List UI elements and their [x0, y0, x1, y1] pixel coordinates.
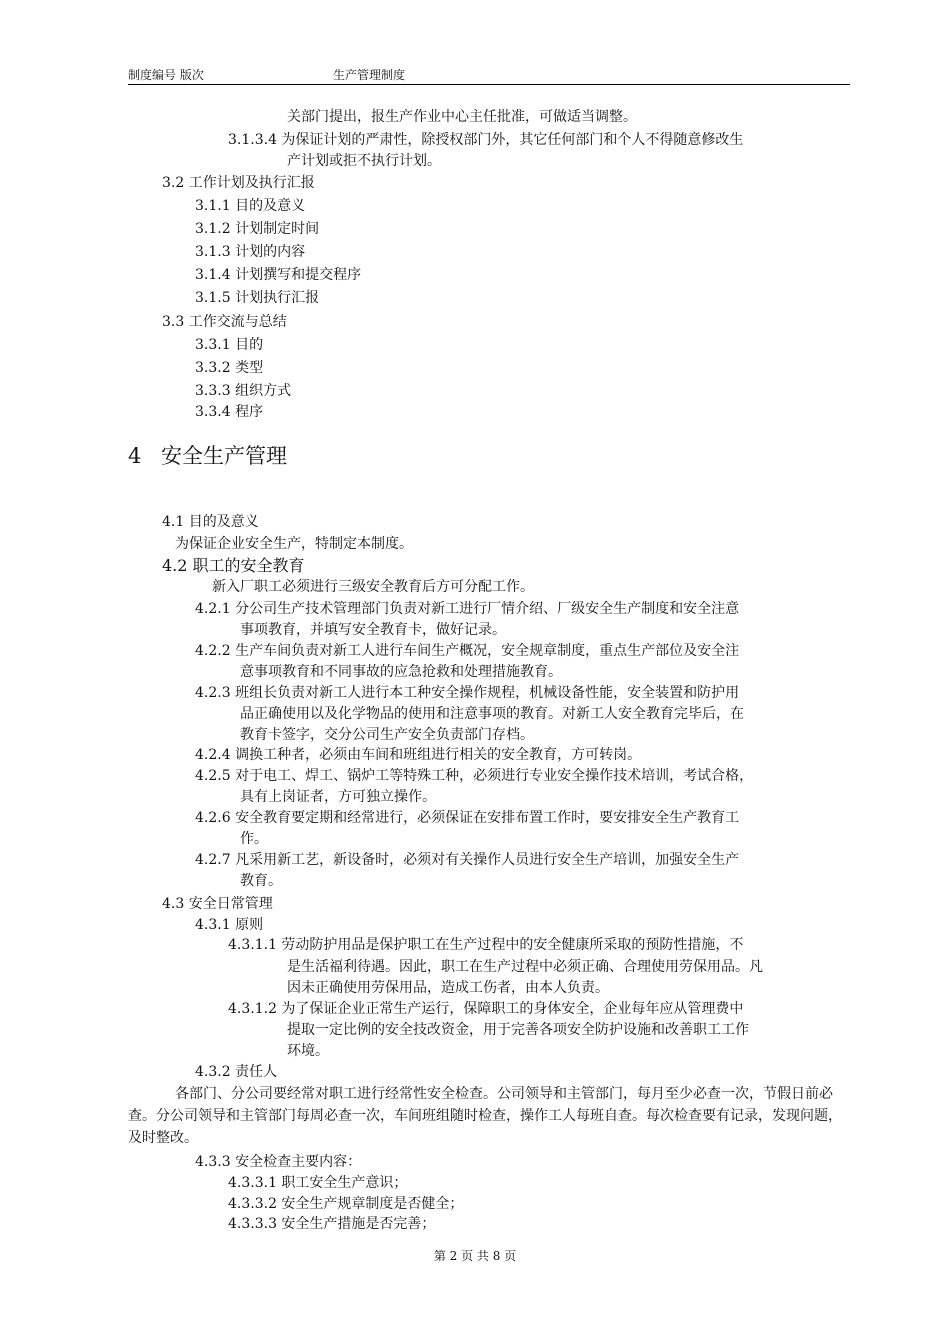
text-line: 4.3.3.3 安全生产措施是否完善；: [228, 1216, 436, 1232]
text-line: 新入厂职工必须进行三级安全教育后方可分配工作。: [212, 579, 534, 595]
text-line: 4.3.3.1 职工安全生产意识；: [228, 1175, 408, 1191]
section-heading: 3.3 工作交流与总结: [162, 314, 287, 330]
subsection-heading: 3.3.4 程序: [195, 404, 264, 420]
text-line: 产计划或拒不执行计划。: [287, 153, 441, 169]
text-line: 提取一定比例的安全技改资金，用于完善各项安全防护设施和改善职工工作: [287, 1022, 749, 1038]
text-line: 3.1.3.4 为保证计划的严肃性，除授权部门外，其它任何部门和个人不得随意修改生: [228, 132, 744, 148]
section-heading: 4.1 目的及意义: [162, 514, 259, 530]
text-line: 因未正确使用劳保用品，造成工伤者，由本人负责。: [287, 980, 609, 996]
chapter-heading: [128, 443, 287, 469]
text-line: 4.2.5 对于电工、焊工、锅炉工等特殊工种，必须进行专业安全操作技术培训，考试合格，: [195, 768, 754, 784]
text-line: 是生活福利待遇。因此，职工在生产过程中必须正确、合理使用劳保用品。凡: [287, 959, 763, 975]
text-line: 为保证企业安全生产，特制定本制度。: [175, 536, 413, 552]
subsection-heading: 3.1.2 计划制定时间: [195, 221, 320, 237]
subsection-heading: 4.3.3 安全检查主要内容：: [195, 1154, 362, 1170]
subsection-heading: 4.3.1 原则: [195, 917, 264, 933]
subsection-heading: 3.3.2 类型: [195, 360, 264, 376]
section-heading: 3.2 工作计划及执行汇报: [162, 175, 315, 191]
text-line: 事项教育，并填写安全教育卡，做好记录。: [240, 622, 506, 638]
text-line: 意事项教育和不同事故的应急抢救和处理措施教育。: [240, 664, 562, 680]
text-line: 作。: [240, 831, 268, 847]
text-line: 4.2.7 凡采用新工艺，新设备时，必须对有关操作人员进行安全生产培训，加强安全生产: [195, 852, 740, 868]
subsection-heading: 3.3.1 目的: [195, 337, 264, 353]
text-line: 4.2.1 分公司生产技术管理部门负责对新工进行厂情介绍、厂级安全生产制度和安全注意: [195, 601, 740, 617]
subsection-heading: 3.1.1 目的及意义: [195, 198, 306, 214]
text-line: 4.3.1.1 劳动防护用品是保护职工在生产过程中的安全健康所采取的预防性措施，不: [228, 937, 744, 953]
text-line: 4.2.3 班组长负责对新工人进行本工种安全操作规程，机械设备性能，安全装置和防护用: [195, 685, 740, 701]
header-title: 生产管理制度: [333, 68, 406, 82]
text-line: 品正确使用以及化学物品的使用和注意事项的教育。对新工人安全教育完毕后，在: [240, 706, 744, 722]
text-line: 4.3.3.2 安全生产规章制度是否健全；: [228, 1196, 464, 1212]
text-line: 环境。: [287, 1043, 329, 1059]
page-header: [128, 68, 850, 85]
page-footer: 第 2 页 共 8 页: [433, 1249, 517, 1263]
text-line: 4.2.4 调换工种者，必须由车间和班组进行相关的安全教育，方可转岗。: [195, 747, 642, 763]
text-line: 4.2.2 生产车间负责对新工人进行车间生产概况，安全规章制度，重点生产部位及安全注: [195, 643, 740, 659]
text-line: 4.2.6 安全教育要定期和经常进行，必须保证在安排布置工作时，要安排安全生产教育工: [195, 810, 740, 826]
subsection-heading: 3.1.3 计划的内容: [195, 244, 306, 260]
subsection-heading: 3.1.5 计划执行汇报: [195, 290, 320, 306]
subsection-heading: 4.3.2 责任人: [195, 1064, 278, 1080]
body-paragraph: 各部门、分公司要经常对职工进行经常性安全检查。公司领导和主管部门，每月至少必查一次，节假日前必查。分公司领导和主管部门每周必查一次，车间班组随时检查，操作工人每班自查。每次检查要有记录，发现问题，及时整改。: [128, 1086, 842, 1146]
header-doc-number: 制度编号 版次: [128, 68, 204, 82]
text-line: 教育。: [240, 873, 282, 889]
text-line: 关部门提出，报生产作业中心主任批准，可做适当调整。: [287, 109, 637, 125]
text-line: 具有上岗证者，方可独立操作。: [240, 789, 436, 805]
text-line: 教育卡签字，交分公司生产安全负责部门存档。: [240, 727, 534, 743]
chapter-title: 安全生产管理: [161, 444, 287, 468]
section-heading: 4.2 职工的安全教育: [162, 556, 305, 575]
subsection-heading: 3.3.3 组织方式: [195, 383, 292, 399]
chapter-number: 4: [128, 444, 142, 468]
subsection-heading: 3.1.4 计划撰写和提交程序: [195, 267, 362, 283]
section-heading: 4.3 安全日常管理: [162, 896, 273, 912]
text-line: 4.3.1.2 为了保证企业正常生产运行，保障职工的身体安全，企业每年应从管理费中: [228, 1001, 744, 1017]
